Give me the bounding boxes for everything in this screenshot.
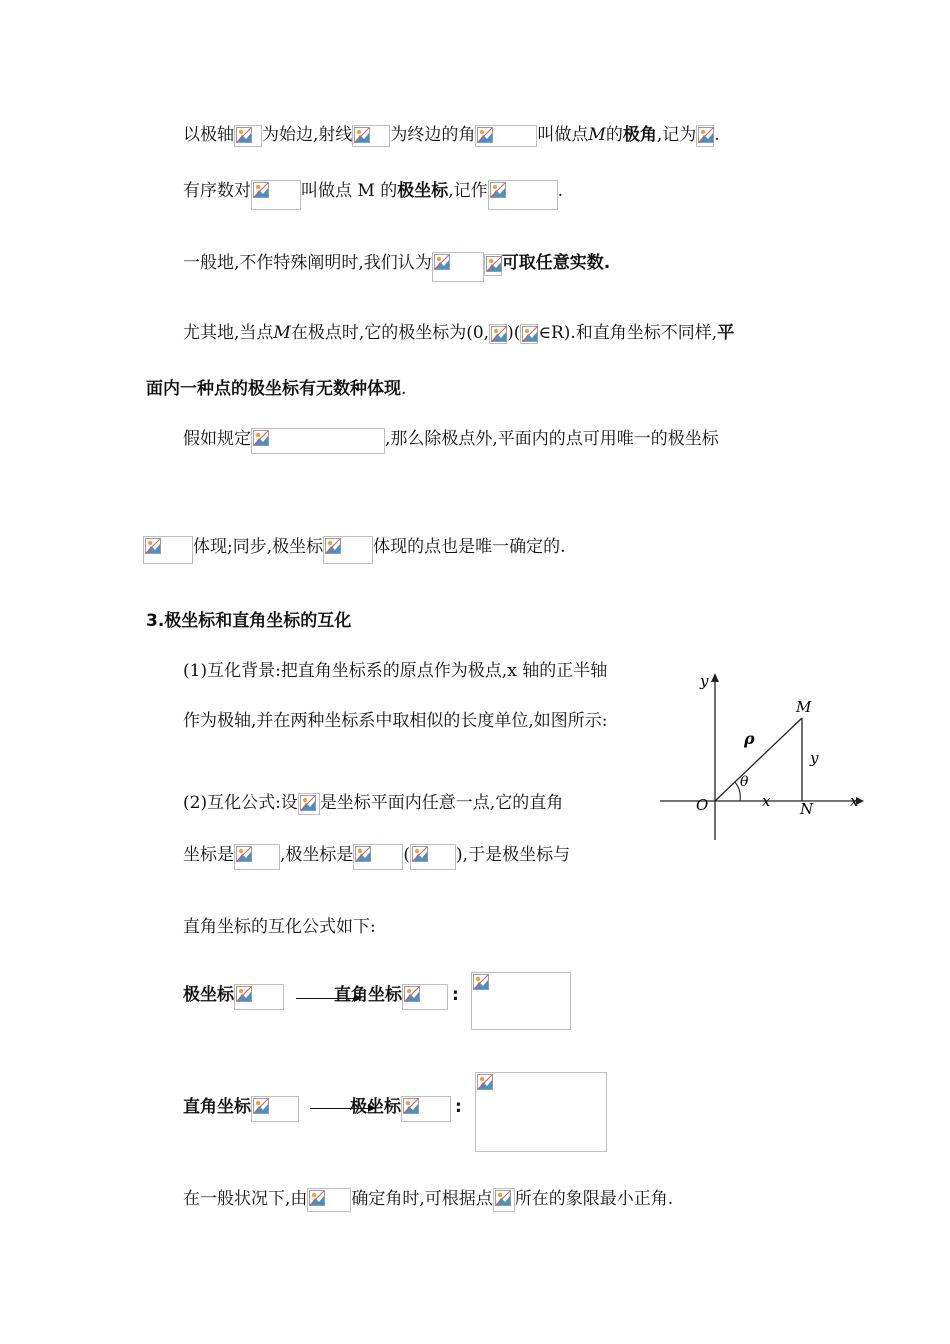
origin-label: O: [696, 796, 709, 814]
broken-image-icon: [145, 538, 161, 554]
formula-image-large: [475, 1072, 607, 1152]
formula-image: [489, 324, 507, 344]
polar-rect-coordinate-diagram: [660, 660, 870, 850]
broken-image-icon: [477, 127, 493, 143]
formula-image: [323, 536, 373, 564]
formula-image: [520, 324, 538, 344]
formula-image: [410, 844, 456, 870]
formula-image: [143, 536, 193, 564]
broken-image-icon: [434, 254, 450, 270]
broken-image-icon: [236, 127, 252, 143]
broken-image-icon: [325, 538, 341, 554]
paragraph-rule: 假如规定 ,那么除极点外,平面内的点可用唯一的极坐标: [183, 428, 719, 454]
paragraph-background: (1)互化背景:把直角坐标系的原点作为极点,x 轴的正半轴: [183, 661, 608, 681]
formula-image: [402, 984, 448, 1010]
broken-image-icon: [477, 1074, 493, 1090]
formula-image: [352, 125, 390, 147]
broken-image-icon: [403, 1098, 419, 1114]
formula-image: [475, 125, 537, 147]
broken-image-icon: [404, 986, 420, 1002]
rho-segment: [715, 718, 802, 801]
formula-image: [251, 180, 301, 210]
paragraph-formula-list: 直角坐标的互化公式如下:: [183, 917, 376, 937]
broken-image-icon: [486, 256, 502, 272]
formula-image: [234, 984, 284, 1010]
broken-image-icon: [355, 846, 371, 862]
conversion-target: 直角坐标 :: [334, 984, 459, 1010]
paragraph-special: 尤其地,当点M在极点时,它的极坐标为(0, )( ∈R).和直角坐标不同样,平: [183, 323, 735, 343]
paragraph-coordinates: 坐标是 ,极坐标是 ( ),于是极坐标与: [183, 844, 570, 870]
formula-image: [484, 254, 502, 276]
theta-label: θ: [740, 774, 749, 790]
formula-image: [353, 844, 403, 870]
conversion-target: 极坐标 :: [350, 1096, 462, 1122]
rho-label: ρ: [744, 729, 755, 748]
broken-image-icon: [473, 974, 489, 990]
paragraph-formula-intro: (2)互化公式:设 是坐标平面内任意一点,它的直角: [183, 793, 564, 813]
formula-image: [432, 252, 484, 282]
point-m-label: M: [796, 698, 812, 716]
broken-image-icon: [491, 326, 507, 342]
formula-image-large: [471, 972, 571, 1030]
broken-image-icon: [309, 1190, 325, 1206]
formula-image: [401, 1096, 451, 1122]
broken-image-icon: [522, 326, 538, 342]
point-n-label: N: [800, 800, 814, 818]
formula-image: [696, 125, 714, 147]
formula-image: [493, 1188, 515, 1212]
formula-image: [234, 125, 262, 147]
broken-image-icon: [236, 846, 252, 862]
broken-image-icon: [253, 182, 269, 198]
broken-image-icon: [236, 986, 252, 1002]
formula-image: [251, 1096, 299, 1122]
formula-image: [251, 428, 385, 454]
paragraph-polar-angle: 以极轴 为始边,射线 为终边的角 叫做点M的极角,记为 .: [183, 125, 720, 145]
paragraph-general: 一般地,不作特殊阐明时,我们认为 可取任意实数.: [183, 252, 610, 282]
y-axis-arrow-icon: [711, 673, 719, 682]
conversion-rect-to-polar: 直角坐标: [183, 1096, 299, 1122]
formula-image: [298, 793, 320, 815]
broken-image-icon: [354, 127, 370, 143]
x-length-label: x: [762, 792, 771, 810]
paragraph-polar-coordinates: 有序数对 叫做点 M 的极坐标,记作 .: [183, 180, 563, 210]
broken-image-icon: [300, 795, 316, 811]
paragraph-infinite: 面内一种点的极坐标有无数种体现.: [146, 379, 407, 399]
broken-image-icon: [253, 1098, 269, 1114]
section-heading: 3.极坐标和直角坐标的互化: [146, 611, 352, 631]
paragraph-unique: 体现;同步,极坐标 体现的点也是唯一确定的.: [143, 536, 566, 564]
x-axis-label: x: [850, 792, 859, 810]
formula-image: [234, 844, 280, 870]
broken-image-icon: [495, 1190, 511, 1206]
formula-image: [488, 180, 558, 210]
y-length-label: y: [810, 749, 819, 767]
broken-image-icon: [698, 127, 714, 143]
y-axis-label: y: [700, 672, 709, 690]
broken-image-icon: [253, 430, 269, 446]
formula-image: [307, 1188, 351, 1212]
broken-image-icon: [412, 846, 428, 862]
paragraph-background-cont: 作为极轴,并在两种坐标系中取相似的长度单位,如图所示:: [183, 711, 608, 731]
conversion-polar-to-rect: 极坐标: [183, 984, 284, 1010]
broken-image-icon: [490, 182, 506, 198]
paragraph-quadrant: 在一般状况下,由 确定角时,可根据点 所在的象限最小正角.: [183, 1188, 673, 1212]
